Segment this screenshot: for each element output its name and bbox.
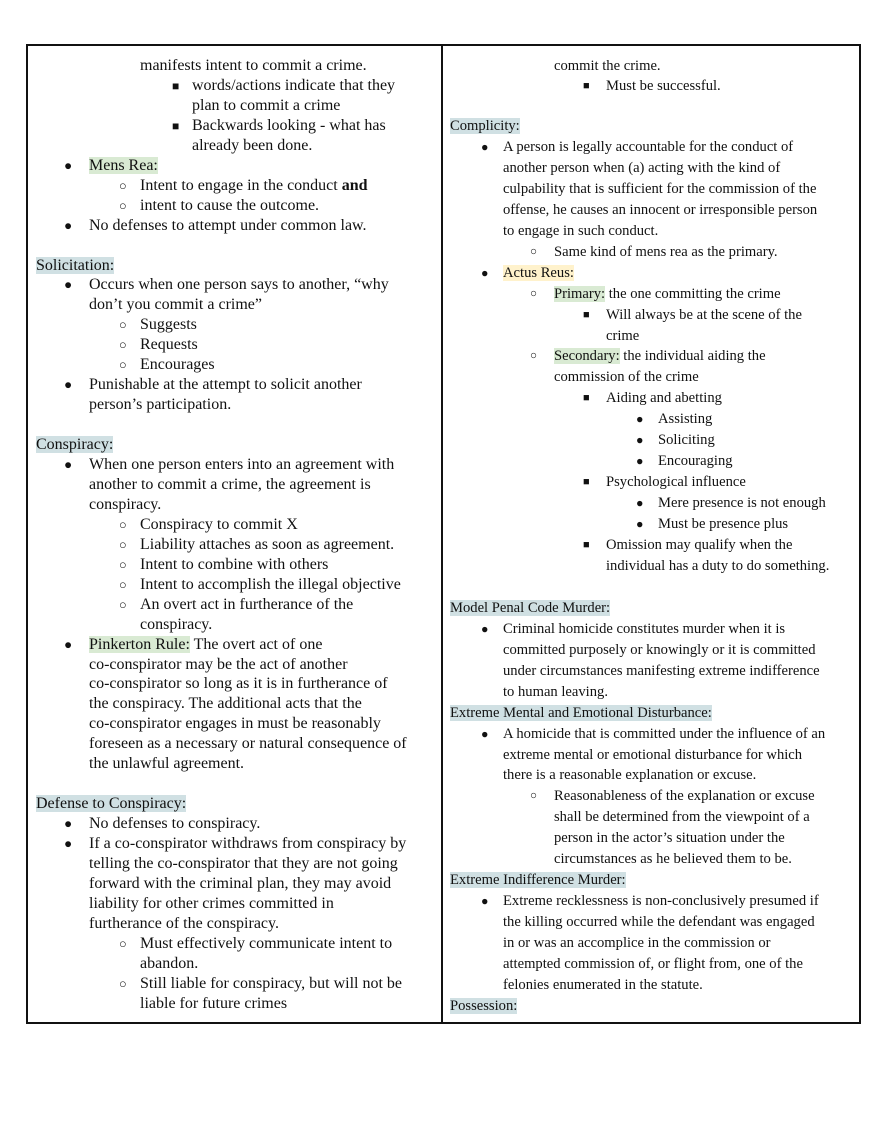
dot-bullet-icon: ● <box>481 621 489 636</box>
text: No defenses to attempt under common law. <box>89 216 367 234</box>
text: don’t you commit a crime” <box>89 296 262 314</box>
line-text <box>450 598 610 618</box>
text: Must effectively communicate intent to <box>140 934 393 952</box>
line-text <box>554 807 810 827</box>
line-text <box>503 933 770 953</box>
highlighted-label: Mens Rea: <box>89 156 158 174</box>
line-text <box>140 515 298 535</box>
dot-bullet-icon: ● <box>64 377 73 393</box>
line-text <box>503 137 793 157</box>
circle-bullet-icon: ○ <box>119 318 127 333</box>
line-text <box>450 703 712 723</box>
text: co-conspirator so long as it is in furtherance of <box>89 675 388 693</box>
line-text <box>89 754 244 774</box>
line-text <box>606 472 746 492</box>
text: Mere presence is not enough <box>658 495 826 512</box>
text: commit the crime. <box>554 58 661 74</box>
text: foreseen as a necessary or natural consequence of <box>89 735 407 753</box>
line-text <box>554 346 766 366</box>
line-text <box>554 284 781 304</box>
line-text <box>140 196 319 216</box>
circle-bullet-icon: ○ <box>530 244 538 258</box>
highlighted-label: Pinkerton Rule: <box>89 635 190 653</box>
square-bullet-icon: ■ <box>583 392 590 405</box>
left-column <box>28 46 441 1022</box>
dot-bullet-icon: ● <box>64 836 73 852</box>
text: Omission may qualify when the <box>606 537 793 553</box>
dot-bullet-icon: ● <box>481 139 489 154</box>
text: another person when (a) acting with the kind of <box>503 159 781 176</box>
circle-bullet-icon: ○ <box>530 286 538 300</box>
line-text <box>140 575 401 595</box>
dot-bullet-icon: ● <box>64 636 73 652</box>
square-bullet-icon: ■ <box>583 476 590 489</box>
text: Reasonableness of the explanation or excuse <box>554 788 815 805</box>
text: Encourages <box>140 356 215 374</box>
text: Criminal homicide constitutes murder when it is <box>503 620 786 637</box>
line-text <box>140 954 198 974</box>
text: An overt act in furtherance of the <box>140 595 354 613</box>
line-text <box>503 619 785 639</box>
text: Suggests <box>140 316 197 334</box>
line-text <box>192 96 340 116</box>
highlighted-label: Complicity: <box>450 118 520 134</box>
circle-bullet-icon: ○ <box>119 597 127 612</box>
text: Aiding and abetting <box>606 390 722 407</box>
line-text <box>606 76 721 96</box>
square-bullet-icon: ■ <box>172 78 180 93</box>
dot-bullet-icon: ● <box>481 894 489 909</box>
line-text <box>140 974 402 994</box>
text: the conspiracy. The additional acts that the <box>89 695 362 713</box>
text: abandon. <box>140 954 199 972</box>
text: the killing occurred while the defendant was engaged <box>503 914 815 931</box>
line-text <box>606 388 722 408</box>
circle-bullet-icon: ○ <box>119 517 127 532</box>
text: Same kind of mens rea as the primary. <box>554 243 778 260</box>
line-text <box>89 854 398 874</box>
text: Encouraging <box>658 453 733 470</box>
line-text <box>450 116 520 136</box>
text: If a co-conspirator withdraws from conspiracy by <box>89 835 407 853</box>
line-text <box>89 156 158 176</box>
line-text <box>450 870 626 890</box>
highlighted-label: Actus Reus: <box>503 264 574 281</box>
circle-bullet-icon: ○ <box>530 789 538 803</box>
line-text <box>503 954 803 974</box>
line-text <box>140 934 392 954</box>
line-text <box>658 514 788 534</box>
text: the unlawful agreement. <box>89 755 245 773</box>
dot-bullet-icon: ● <box>636 454 644 469</box>
line-text <box>450 996 517 1016</box>
text: forward with the criminal plan, they may avoid <box>89 874 392 892</box>
line-text <box>554 849 792 869</box>
text: Intent to combine with others <box>140 555 329 573</box>
text: Intent to engage in the conduct <box>140 176 342 194</box>
line-text <box>192 116 386 136</box>
text: Assisting <box>658 411 713 428</box>
text: intent to cause the outcome. <box>140 196 320 214</box>
line-text <box>89 714 381 734</box>
highlighted-label: Conspiracy: <box>36 436 114 454</box>
highlighted-label: Extreme Indifference Murder: <box>450 872 626 889</box>
text: already been done. <box>192 136 313 154</box>
text: shall be determined from the viewpoint of a <box>554 809 810 826</box>
line-text <box>89 894 334 914</box>
text: there is a reasonable explanation or excuse. <box>503 767 757 784</box>
dot-bullet-icon: ● <box>636 496 644 511</box>
text: crime <box>606 327 640 344</box>
text: Must be successful. <box>606 78 721 94</box>
line-text <box>89 216 367 236</box>
line-text <box>503 200 817 220</box>
line-text <box>89 295 262 315</box>
line-text <box>554 367 699 387</box>
circle-bullet-icon: ○ <box>119 537 127 552</box>
text: conspiracy. <box>140 615 213 633</box>
text: Intent to accomplish the illegal objective <box>140 575 401 593</box>
circle-bullet-icon: ○ <box>119 976 127 991</box>
line-text <box>36 256 114 276</box>
circle-bullet-icon: ○ <box>119 936 127 951</box>
line-text <box>554 242 778 262</box>
highlighted-label: Model Penal Code Murder: <box>450 599 611 616</box>
circle-bullet-icon: ○ <box>119 358 127 373</box>
text: The overt act of one <box>189 635 323 653</box>
highlighted-label: Defense to Conspiracy: <box>36 795 187 813</box>
highlighted-label: Solicitation: <box>36 256 115 274</box>
line-text <box>140 355 215 375</box>
line-text <box>140 615 212 635</box>
highlighted-label: Secondary: <box>554 348 620 365</box>
text: Soliciting <box>658 432 715 449</box>
dot-bullet-icon: ● <box>64 217 73 233</box>
line-text <box>192 136 312 156</box>
text: Backwards looking - what has <box>192 116 386 134</box>
circle-bullet-icon: ○ <box>119 178 127 193</box>
text: committed purposely or knowingly or it is committed <box>503 641 816 658</box>
dot-bullet-icon: ● <box>636 517 644 532</box>
line-text <box>89 635 322 655</box>
highlighted-label: Primary: <box>554 285 606 302</box>
text: to human leaving. <box>503 683 608 700</box>
line-text <box>89 814 260 834</box>
text: Will always be at the scene of the <box>606 306 802 323</box>
line-text <box>36 794 186 814</box>
text: culpability that is sufficient for the commission of the <box>503 180 817 197</box>
text: Psychological influence <box>606 474 746 491</box>
circle-bullet-icon: ○ <box>119 198 127 213</box>
dot-bullet-icon: ● <box>64 157 73 173</box>
text: Conspiracy to commit X <box>140 515 298 533</box>
line-text <box>503 745 802 765</box>
line-text <box>140 555 328 575</box>
line-text <box>140 994 287 1014</box>
text: the one committing the crime <box>605 285 781 302</box>
text: extreme mental or emotional disturbance for which <box>503 746 803 763</box>
text: Still liable for conspiracy, but will not be <box>140 974 403 992</box>
line-text <box>554 786 815 806</box>
line-text <box>89 694 362 714</box>
text: the individual aiding the <box>619 348 766 365</box>
text: person’s participation. <box>89 396 232 414</box>
circle-bullet-icon: ○ <box>119 338 127 353</box>
line-text <box>554 828 785 848</box>
line-text <box>89 874 391 894</box>
text: under circumstances manifesting extreme indifference <box>503 662 820 679</box>
line-text <box>140 335 198 355</box>
line-text <box>140 535 394 555</box>
line-text <box>89 455 394 475</box>
text: Occurs when one person says to another, “why <box>89 276 389 294</box>
text: commission of the crime <box>554 369 699 386</box>
line-text <box>503 221 658 241</box>
text: liable for future crimes <box>140 994 288 1012</box>
line-text <box>89 395 231 415</box>
line-text <box>606 556 829 576</box>
line-text <box>140 595 353 615</box>
text: telling the co-conspirator that they are not going <box>89 855 398 872</box>
text: A person is legally accountable for the conduct of <box>503 138 794 155</box>
line-text <box>503 179 816 199</box>
highlighted-label: Possession: <box>450 997 518 1014</box>
highlighted-label: Extreme Mental and Emotional Disturbance: <box>450 704 712 721</box>
line-text <box>36 435 113 455</box>
square-bullet-icon: ■ <box>583 308 590 321</box>
dot-bullet-icon: ● <box>481 726 489 741</box>
text: to engage in such conduct. <box>503 222 659 239</box>
line-text <box>89 834 406 854</box>
line-text <box>192 76 395 96</box>
text: individual has a duty to do something. <box>606 557 830 574</box>
text: in or was an accomplice in the commission or <box>503 935 771 952</box>
line-text <box>140 315 197 335</box>
line-text <box>140 176 368 196</box>
line-text <box>503 912 815 932</box>
text: person in the actor’s situation under the <box>554 830 785 847</box>
text: co-conspirator engages in must be reasonably <box>89 715 381 733</box>
text: plan to commit a crime <box>192 96 341 114</box>
text: When one person enters into an agreement with <box>89 456 395 473</box>
line-text <box>503 975 703 995</box>
dot-bullet-icon: ● <box>64 816 73 832</box>
text: furtherance of the conspiracy. <box>89 914 279 932</box>
text: words/actions indicate that they <box>192 76 396 94</box>
text: attempted commission of, or flight from, one of the <box>503 956 803 972</box>
line-text <box>658 430 715 450</box>
text: A homicide that is committed under the influence of an <box>503 725 826 742</box>
line-text <box>606 305 802 325</box>
text: manifests intent to commit a crime. <box>140 57 367 74</box>
text: Punishable at the attempt to solicit another <box>89 376 362 394</box>
line-text <box>89 375 362 395</box>
text: Extreme recklessness is non-conclusively presumed if <box>503 893 819 910</box>
text: offense, he causes an innocent or irresponsible person <box>503 201 818 218</box>
square-bullet-icon: ■ <box>583 539 590 551</box>
line-text <box>503 263 574 283</box>
text: Requests <box>140 336 198 354</box>
text: Liability attaches as soon as agreement. <box>140 535 395 553</box>
line-text <box>503 640 816 660</box>
dot-bullet-icon: ● <box>636 412 644 427</box>
text: felonies enumerated in the statute. <box>503 976 703 993</box>
line-text <box>89 914 279 934</box>
line-text <box>503 765 756 785</box>
circle-bullet-icon: ○ <box>119 557 127 572</box>
circle-bullet-icon: ○ <box>530 349 538 363</box>
text: No defenses to conspiracy. <box>89 815 261 833</box>
bold-text: and <box>341 176 368 194</box>
circle-bullet-icon: ○ <box>119 577 127 592</box>
line-text <box>503 724 825 744</box>
line-text <box>554 56 661 76</box>
line-text <box>503 158 780 178</box>
dot-bullet-icon: ● <box>481 265 489 280</box>
line-text <box>89 655 348 675</box>
line-text <box>140 56 367 76</box>
square-bullet-icon: ■ <box>172 118 180 133</box>
line-text <box>89 475 371 495</box>
dot-bullet-icon: ● <box>64 457 73 472</box>
text: another to commit a crime, the agreement is <box>89 475 371 493</box>
notes-table <box>26 44 861 1024</box>
text: Must be presence plus <box>658 516 789 533</box>
text: co-conspirator may be the act of another <box>89 655 348 673</box>
line-text <box>658 409 712 429</box>
line-text <box>658 451 733 471</box>
line-text <box>606 326 639 346</box>
line-text <box>503 661 820 681</box>
line-text <box>503 682 608 702</box>
text: circumstances as he believed them to be. <box>554 851 792 868</box>
square-bullet-icon: ■ <box>583 80 590 92</box>
line-text <box>89 674 388 694</box>
line-text <box>503 891 819 911</box>
line-text <box>606 535 792 555</box>
dot-bullet-icon: ● <box>636 433 644 448</box>
line-text <box>89 275 389 295</box>
right-column <box>443 46 859 1022</box>
text: liability for other crimes committed in <box>89 894 334 912</box>
line-text <box>89 734 407 754</box>
line-text <box>89 495 161 515</box>
text: conspiracy. <box>89 495 162 513</box>
dot-bullet-icon: ● <box>64 277 73 293</box>
line-text <box>658 493 826 513</box>
